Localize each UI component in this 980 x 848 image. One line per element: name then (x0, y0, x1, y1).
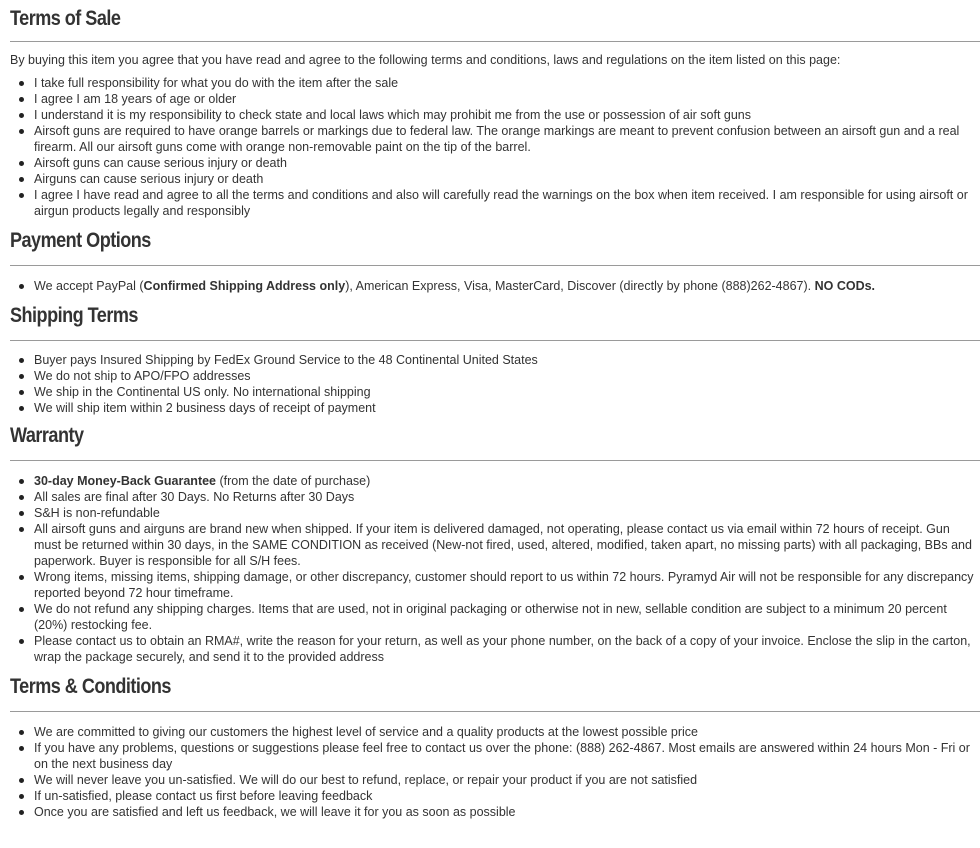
warranty-section (10, 424, 980, 665)
section-divider (10, 265, 980, 266)
list-item: We do not ship to APO/FPO addresses (34, 368, 980, 384)
list-item: If un-satisfied, please contact us first before leaving feedback (34, 788, 980, 804)
payment-bold-no-cods: NO CODs. (814, 279, 876, 293)
list-item: We ship in the Continental US only. No international shipping (34, 384, 980, 400)
payment-options-list (10, 278, 980, 294)
list-item: We will ship item within 2 business days of receipt of payment (34, 400, 980, 416)
list-item: If you have any problems, questions or suggestions please feel free to contact us over the phone: (888) 262-4867. Most emails are answered within 24 hours Mon - Fri or on the next business day (34, 740, 980, 772)
terms-conditions-section (10, 675, 980, 820)
guarantee-bold: 30-day Money-Back Guarantee (34, 474, 217, 488)
list-item: I understand it is my responsibility to check state and local laws which may prohibit me from the use or possession of air soft guns (34, 107, 980, 123)
section-divider (10, 460, 980, 461)
warranty-heading: Warranty (10, 424, 84, 447)
guarantee-text: (from the date of purchase) (216, 474, 371, 488)
shipping-terms-heading: Shipping Terms (10, 304, 138, 327)
payment-text: ), American Express, Visa, MasterCard, Discover (directly by phone (888)262-4867). (345, 279, 815, 293)
list-item: Buyer pays Insured Shipping by FedEx Ground Service to the 48 Continental United States (34, 352, 980, 368)
section-divider (10, 41, 980, 42)
list-item (34, 278, 980, 294)
payment-options-section (10, 229, 980, 294)
list-item: Airguns can cause serious injury or death (34, 171, 980, 187)
list-item: We do not refund any shipping charges. Items that are used, not in original packaging or otherwise not in new, sellable condition are subject to a minimum 20 percent (20%) restocking fee. (34, 601, 980, 633)
list-item: I agree I have read and agree to all the terms and conditions and also will carefully read the warnings on the box when item received. I am responsible for using airsoft or airgun products legally and responsibly (34, 187, 980, 219)
section-divider (10, 711, 980, 712)
shipping-terms-list (10, 352, 980, 416)
warranty-list (10, 473, 980, 665)
list-item: Airsoft guns can cause serious injury or death (34, 155, 980, 171)
payment-text: We accept PayPal ( (34, 279, 144, 293)
list-item (34, 473, 980, 489)
list-item: Wrong items, missing items, shipping damage, or other discrepancy, customer should report to us within 72 hours. Pyramyd Air will not be responsible for any discrepancy reported beyond 72 hour timeframe. (34, 569, 980, 601)
list-item: Airsoft guns are required to have orange barrels or markings due to federal law. The orange markings are meant to prevent confusion between an airsoft gun and a real firearm. All our airsoft guns come with orange non-removable paint on the tip of the barrel. (34, 123, 980, 155)
list-item: All airsoft guns and airguns are brand new when shipped. If your item is delivered damaged, not operating, please contact us via email within 72 hours of receipt. Gun must be returned within 30 days, in the SAME CONDITION as received (New-not fired, used, altered, modified, taken apart, no missing parts) with all packaging, BBs and paperwork. Buyer is responsible for all S/H fees. (34, 521, 980, 569)
terms-of-sale-heading: Terms of Sale (10, 7, 121, 30)
terms-conditions-heading: Terms & Conditions (10, 675, 171, 698)
terms-of-sale-section (10, 0, 980, 219)
list-item: Please contact us to obtain an RMA#, write the reason for your return, as well as your phone number, on the back of a copy of your invoice. Enclose the slip in the carton, wrap the package securely, and send it to the provided address (34, 633, 980, 665)
section-divider (10, 340, 980, 341)
list-item: I agree I am 18 years of age or older (34, 91, 980, 107)
terms-intro-text: By buying this item you agree that you have read and agree to the following terms and conditions, laws and regulations on the item listed on this page: (10, 53, 841, 67)
terms-of-sale-list (10, 75, 980, 219)
terms-conditions-list (10, 724, 980, 820)
list-item: Once you are satisfied and left us feedback, we will leave it for you as soon as possible (34, 804, 980, 820)
payment-bold-address: Confirmed Shipping Address only (143, 279, 346, 293)
list-item: All sales are final after 30 Days. No Returns after 30 Days (34, 489, 980, 505)
shipping-terms-section (10, 304, 980, 416)
payment-options-heading: Payment Options (10, 229, 151, 252)
list-item: I take full responsibility for what you do with the item after the sale (34, 75, 980, 91)
list-item: We will never leave you un-satisfied. We will do our best to refund, replace, or repair your product if you are not satisfied (34, 772, 980, 788)
list-item: S&H is non-refundable (34, 505, 980, 521)
list-item: We are committed to giving our customers the highest level of service and a quality products at the lowest possible price (34, 724, 980, 740)
